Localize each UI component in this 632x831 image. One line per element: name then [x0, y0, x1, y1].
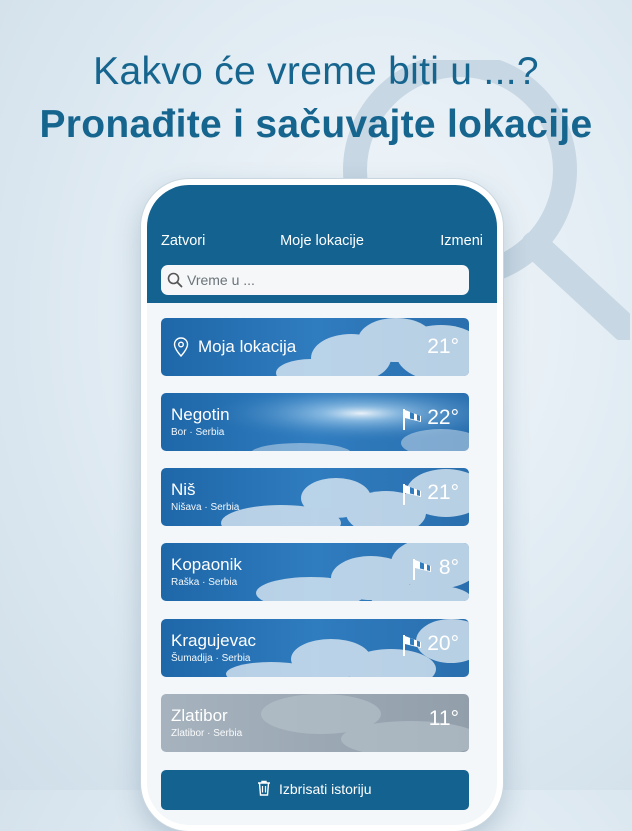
- app-header: [147, 185, 497, 303]
- location-region: Zlatibor · Serbia: [171, 728, 243, 739]
- close-button[interactable]: Zatvori: [161, 233, 206, 249]
- clear-history-label: Izbrisati istoriju: [279, 781, 372, 797]
- promo-subheadline: Pronađite i sačuvajte lokacije: [39, 103, 593, 146]
- location-name: Moja lokacija: [198, 337, 297, 356]
- location-region: Bor · Serbia: [171, 427, 225, 438]
- location-card-kopaonik[interactable]: [161, 543, 469, 601]
- search-input[interactable]: [187, 265, 457, 295]
- location-name: Niš: [171, 480, 196, 499]
- phone-frame: [141, 179, 503, 831]
- promo-headline: Kakvo će vreme biti u ...?: [93, 50, 539, 93]
- search-bar[interactable]: [161, 265, 469, 295]
- location-card-negotin[interactable]: [161, 393, 469, 451]
- edit-button[interactable]: Izmeni: [440, 233, 483, 249]
- wind-icon: [401, 407, 423, 431]
- location-pin-icon: [173, 337, 189, 357]
- search-icon: [167, 272, 183, 288]
- temperature: 8°: [438, 556, 459, 579]
- clear-history-button[interactable]: [161, 770, 469, 810]
- location-region: Nišava · Serbia: [171, 502, 240, 513]
- location-name: Kopaonik: [171, 555, 242, 574]
- location-name: Negotin: [171, 405, 230, 424]
- trash-icon: [257, 780, 271, 796]
- temperature: 21°: [427, 335, 459, 358]
- temperature: 21°: [427, 481, 459, 504]
- temperature: 11°: [428, 707, 459, 730]
- location-region: Raška · Serbia: [171, 577, 238, 588]
- my-location-card[interactable]: [161, 318, 469, 376]
- location-region: Šumadija · Serbia: [171, 653, 251, 664]
- location-card-kragujevac[interactable]: [161, 619, 469, 677]
- wind-icon: [401, 633, 423, 657]
- wind-icon: [411, 557, 433, 581]
- wind-icon: [401, 482, 423, 506]
- page-title: Moje lokacije: [280, 233, 364, 249]
- temperature: 22°: [427, 406, 459, 429]
- location-card-zlatibor[interactable]: [161, 694, 469, 752]
- location-name: Zlatibor: [171, 706, 228, 725]
- temperature: 20°: [427, 632, 459, 655]
- location-name: Kragujevac: [171, 631, 257, 650]
- location-card-nis[interactable]: [161, 468, 469, 526]
